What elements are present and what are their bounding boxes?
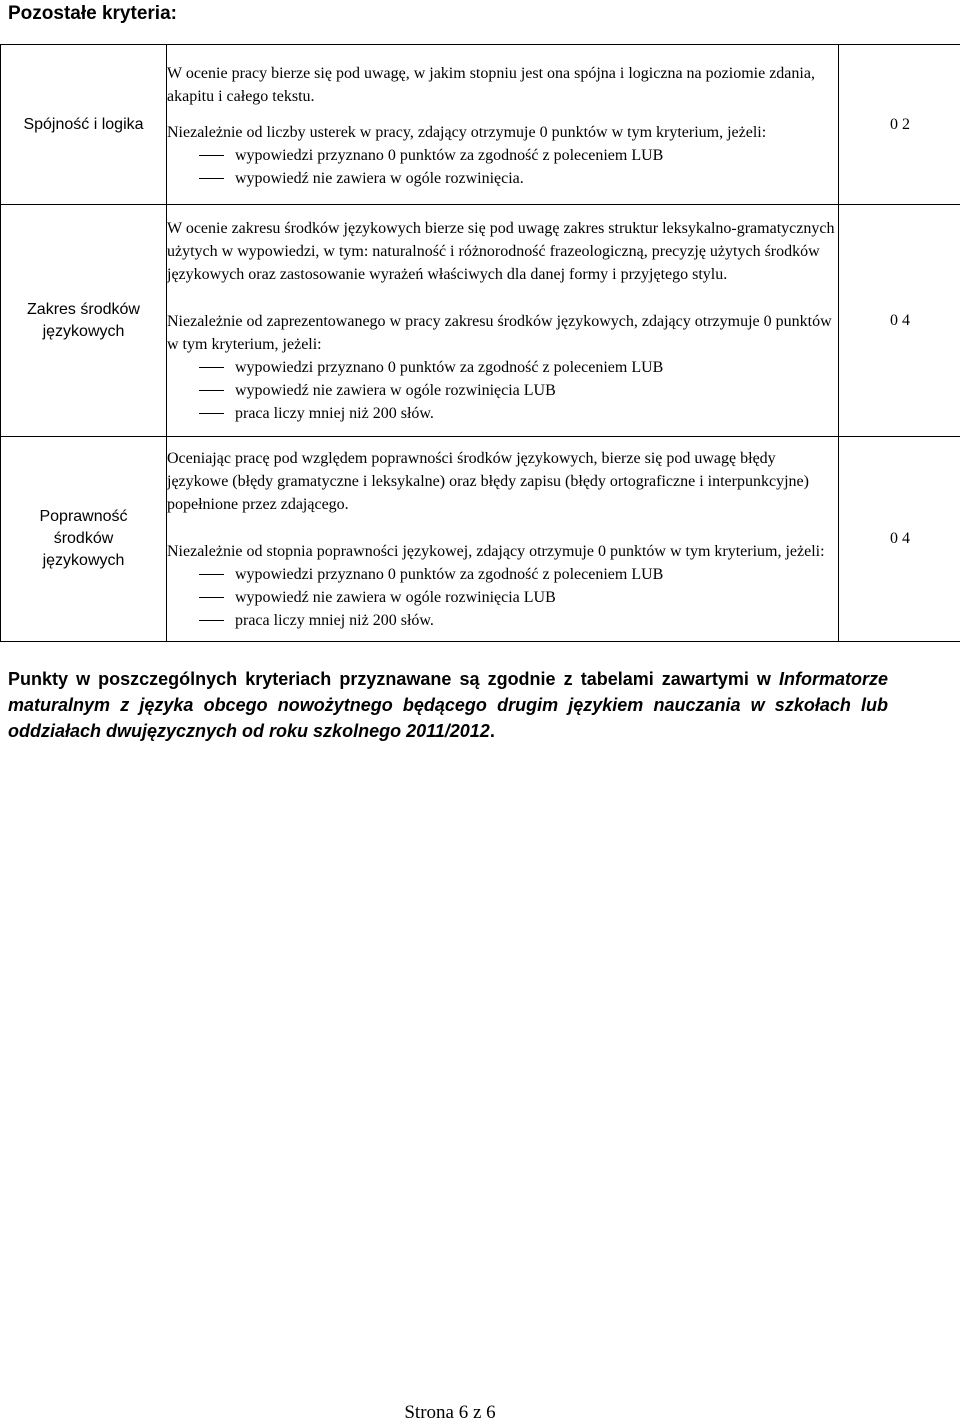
- criterion-name: [1, 437, 167, 642]
- criterion-rule: Niezależnie od zaprezentowanego w pracy zakresu środków językowych, zdający otrzymuje 0 punktów w tym kryterium, jeżeli:: [167, 310, 838, 356]
- page-number: Strona 6 z 6: [0, 1401, 900, 1425]
- scoring-note-text: Punkty w poszczególnych kryteriach przyznawane są zgodnie z tabelami zawartymi w: [8, 669, 779, 689]
- criterion-name: [1, 205, 167, 437]
- condition-item: wypowiedź nie zawiera w ogóle rozwinięcia LUB: [167, 379, 838, 402]
- criterion-intro: Oceniając pracę pod względem poprawności środków językowych, bierze się pod uwagę błędy językowe (błędy gramatyczne i leksykalne) oraz błędy zapisu (błędy ortograficzne i interpunkcyjne) popełnione przez zdającego.: [167, 447, 838, 516]
- condition-item: wypowiedzi przyznano 0 punktów za zgodność z poleceniem LUB: [167, 356, 838, 379]
- points-range: 0 2: [890, 116, 910, 133]
- criterion-name-text: Poprawność środków językowych: [29, 506, 139, 572]
- section-heading: Pozostałe kryteria:: [8, 2, 177, 26]
- condition-item: praca liczy mniej niż 200 słów.: [167, 609, 838, 632]
- condition-item: praca liczy mniej niż 200 słów.: [167, 402, 838, 425]
- condition-item: wypowiedź nie zawiera w ogóle rozwinięcia.: [167, 167, 838, 190]
- scoring-note-end: .: [490, 721, 495, 741]
- condition-item: wypowiedź nie zawiera w ogóle rozwinięcia LUB: [167, 586, 838, 609]
- informator-title: Informatorze maturalnym z języka obcego nowożytnego będącego drugim językiem nauczania w szkołach lub oddziałach dwujęzycznych od roku szkolnego 2011/2012: [8, 669, 888, 741]
- points-range: 0 4: [890, 312, 910, 329]
- criterion-description: [167, 437, 839, 642]
- criterion-description: [167, 205, 839, 437]
- criterion-description: [167, 45, 839, 205]
- criterion-points: [839, 437, 960, 642]
- scoring-note: [8, 666, 888, 744]
- criterion-name: [1, 45, 167, 205]
- criterion-row-accuracy: [1, 437, 960, 642]
- criterion-row-range: [1, 205, 960, 437]
- condition-list: [167, 144, 838, 190]
- criterion-row-coherence: [1, 45, 960, 205]
- criteria-table: [0, 44, 960, 642]
- condition-item: wypowiedzi przyznano 0 punktów za zgodność z poleceniem LUB: [167, 144, 838, 167]
- criterion-name-text: Spójność i logika: [23, 116, 143, 133]
- criterion-intro: W ocenie pracy bierze się pod uwagę, w jakim stopniu jest ona spójna i logiczna na poziomie zdania, akapitu i całego tekstu.: [167, 59, 838, 108]
- criterion-points: [839, 205, 960, 437]
- criterion-intro: W ocenie zakresu środków językowych bierze się pod uwagę zakres struktur leksykalno-gramatycznych użytych w wypowiedzi, w tym: naturalność i różnorodność frazeologiczną, precyzję użytych środków językowych oraz zastosowanie wyrażeń właściwych dla danej formy i przyjętego stylu.: [167, 217, 838, 286]
- condition-item: wypowiedzi przyznano 0 punktów za zgodność z poleceniem LUB: [167, 563, 838, 586]
- criterion-name-text: Zakres środków językowych: [19, 299, 149, 343]
- condition-list: [167, 356, 838, 425]
- points-range: 0 4: [890, 530, 910, 547]
- criterion-points: [839, 45, 960, 205]
- condition-list: [167, 563, 838, 632]
- criterion-rule: Niezależnie od stopnia poprawności językowej, zdający otrzymuje 0 punktów w tym kryterium, jeżeli:: [167, 540, 838, 563]
- criterion-rule: Niezależnie od liczby usterek w pracy, zdający otrzymuje 0 punktów w tym kryterium, jeżeli:: [167, 121, 838, 144]
